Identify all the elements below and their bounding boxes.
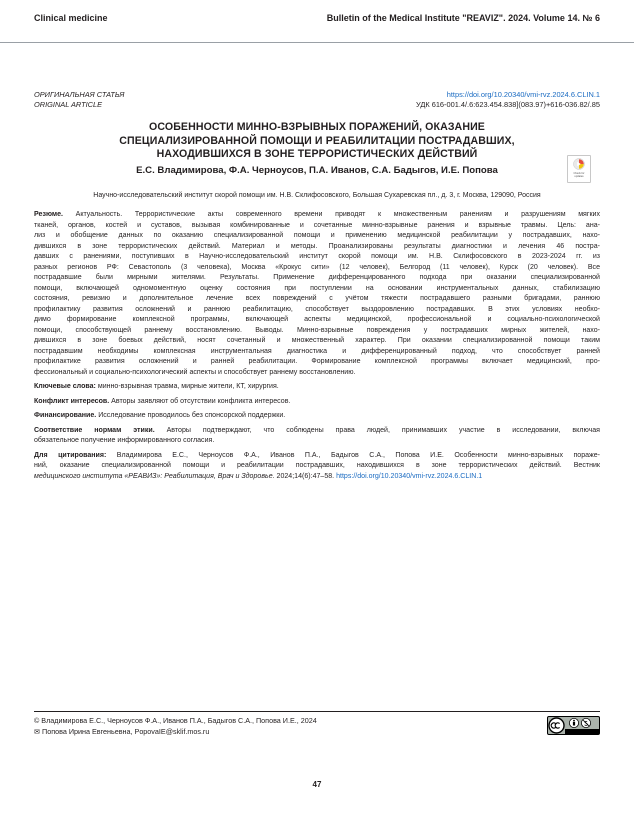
title-line: НАХОДИВШИХСЯ В ЗОНЕ ТЕРРОРИСТИЧЕСКИХ ДЕЙСТВИЙ [156,148,478,161]
article-meta [34,90,600,110]
copyright-line: © Владимирова Е.С., Черноусов Ф.А., Иванов П.А., Бадыгов С.А., Попова И.Е., 2024 [34,716,317,725]
abstract-line: разных регионов РФ: Севастополь (3 человека), Москва «Крокус сити» (12 человек), Белгород (11 человек), Курск (20 человек). Все [34,263,600,271]
abstract-line: профилактике развития осложнений и ранней реабилитации. Формирование комплексной программы включает медицинский, про- [34,358,600,365]
abstract-line: Резюме. Актуальность. Террористические акты современного времени приводят к множественным ранениям и разрушениям мягких [34,211,600,218]
check-updates-label: Check for updates [573,172,585,178]
ethics-line: Соответствие нормам этики. Авторы подтверждают, что соблюдены права людей, принимавших участие в исследовании, включая [34,426,600,434]
abstract-line: дившихся в зоне террористических действий. Материал и методы. Проанализированы результаты диагностики и лечения 46 постра- [34,242,600,250]
abstract-line: пострадавшим необходимы комплексная инструментальная диагностика и дифференцированный подход, что способствует ранней [34,347,600,355]
citation-line: Для цитирования: Владимирова Е.С., Черноусов Ф.А., Иванов П.А., Бадыгов С.А., Попова И.Е. Особенности минно-взрывных пораже- [34,451,601,459]
contact-email[interactable]: Попова Ирина Евгеньевна, PopovaIE@sklif.mos.ru [42,727,210,736]
article-type-en: ORIGINAL ARTICLE [34,100,103,109]
title-line: СПЕЦИАЛИЗИРОВАННОЙ ПОМОЩИ И РЕАБИЛИТАЦИИ ПОСТРАДАВШИХ, [119,134,515,147]
citation-line: медицинского института «РЕАВИЗ»: Реабилитация, Врач и Здоровье. 2024;14(6):47–58. https://doi.org/10.20340/vmi-rvz.2024.6.CLIN.1 [34,472,483,480]
abstract-line: помощи, включающей одномоментную оценку состояния при поступлении на основании инструментальных данных, стабилизацию [34,284,600,292]
conflict-line: Конфликт интересов. Авторы заявляют об отсутствии конфликта интересов. [34,397,291,405]
abstract-block [34,210,600,482]
citation-line: ний, оказание специализированной помощи и реабилитации пострадавших, находившихся в зоне террористических действий. Вестник [34,462,600,469]
mail-icon: ✉ [34,727,41,736]
abstract-line: профилактику развития осложнений и раннюю реабилитацию, способствует выздоровлению пострадавших. В этих условиях необхо- [34,305,600,313]
authors-line: Е.С. Владимирова, Ф.А. Черноусов, П.А. Иванов, С.А. Бадыгов, И.Е. Попова [136,165,498,176]
title-line: ОСОБЕННОСТИ МИННО-ВЗРЫВНЫХ ПОРАЖЕНИЙ, ОКАЗАНИЕ [149,121,485,133]
abstract-label: Резюме. [34,211,63,218]
page-number: 47 [312,780,322,789]
citation-doi-link[interactable]: https://doi.org/10.20340/vmi-rvz.2024.6.CLIN.1 [336,472,483,480]
abstract-line: помощи, способствующей раннему восстановлению. Выводы. Минно-взрывные повреждения у пострадавших мирных жителей, нахо- [34,326,600,334]
abstract-line: состояния, ревизию и дополнительное лечение всех повреждений с учётом тяжести пострадавшего разными бригадами, раннюю [34,295,600,302]
article-type-ru: ОРИГИНАЛЬНАЯ СТАТЬЯ [34,90,125,99]
affiliation-line: Научно-исследовательский институт скорой помощи им. Н.В. Склифосовского, Большая Сухаревская пл., д. 3, г. Москва, 129090, Россия [93,192,541,199]
abstract-line: лиз и обобщение данных по оказанию специализированной помощи и применению медицинской реабилитации у пострадавших, нахо- [34,232,600,239]
running-header [0,0,634,43]
journal-label: Bulletin of the Medical Institute "REAVIZ". 2024. Volume 14. № 6 [326,13,600,23]
funding-line: Финансирование. Исследование проводилось без спонсорской поддержки. [34,412,286,419]
abstract-line: тканей, органов, костей и суставов, вызывая комбинированные и сочетанные минно-взрывные ранения и взрывные травмы. Цель: ана- [34,221,600,229]
contact-line [34,726,209,737]
abstract-line: дившихся в зоне боевых действий, носят сочетанный и множественный характер. При оказании специализированной помощи таким [34,337,600,344]
doi-link[interactable]: https://doi.org/10.20340/vmi-rvz.2024.6.CLIN.1 [446,90,600,99]
abstract-line: фессиональный и социально-психологический аспекты и способствует раннему восстановлению. [34,368,356,376]
abstract-line: димо формирование комплексной программы, включающей аспекты медицинской, профессиональной и социально-психологической [34,316,600,323]
ethics-line: обязательное получение информированного согласия. [34,437,215,444]
cc-by-nc-icon[interactable] [547,716,600,735]
abstract-line: пострадавшие были мирными жителями. Результаты. Применение дифференцированного подхода при оказании специализированной [34,274,600,281]
article-title [60,121,574,162]
section-label: Clinical medicine [34,13,108,23]
abstract-line: давших с ранениями, поступивших в Научно-исследовательский институт скорой помощи им. Н.В. Склифосовского в 2023-2024 гг. из [34,253,600,260]
footer [34,711,600,736]
keywords-line: Ключевые слова: минно-взрывная травма, мирные жители, КТ, хирургия. [34,383,279,390]
udc-code: УДК 616-001.4/.6:623.454.838](083.97)+616-036.82/.85 [415,100,600,109]
